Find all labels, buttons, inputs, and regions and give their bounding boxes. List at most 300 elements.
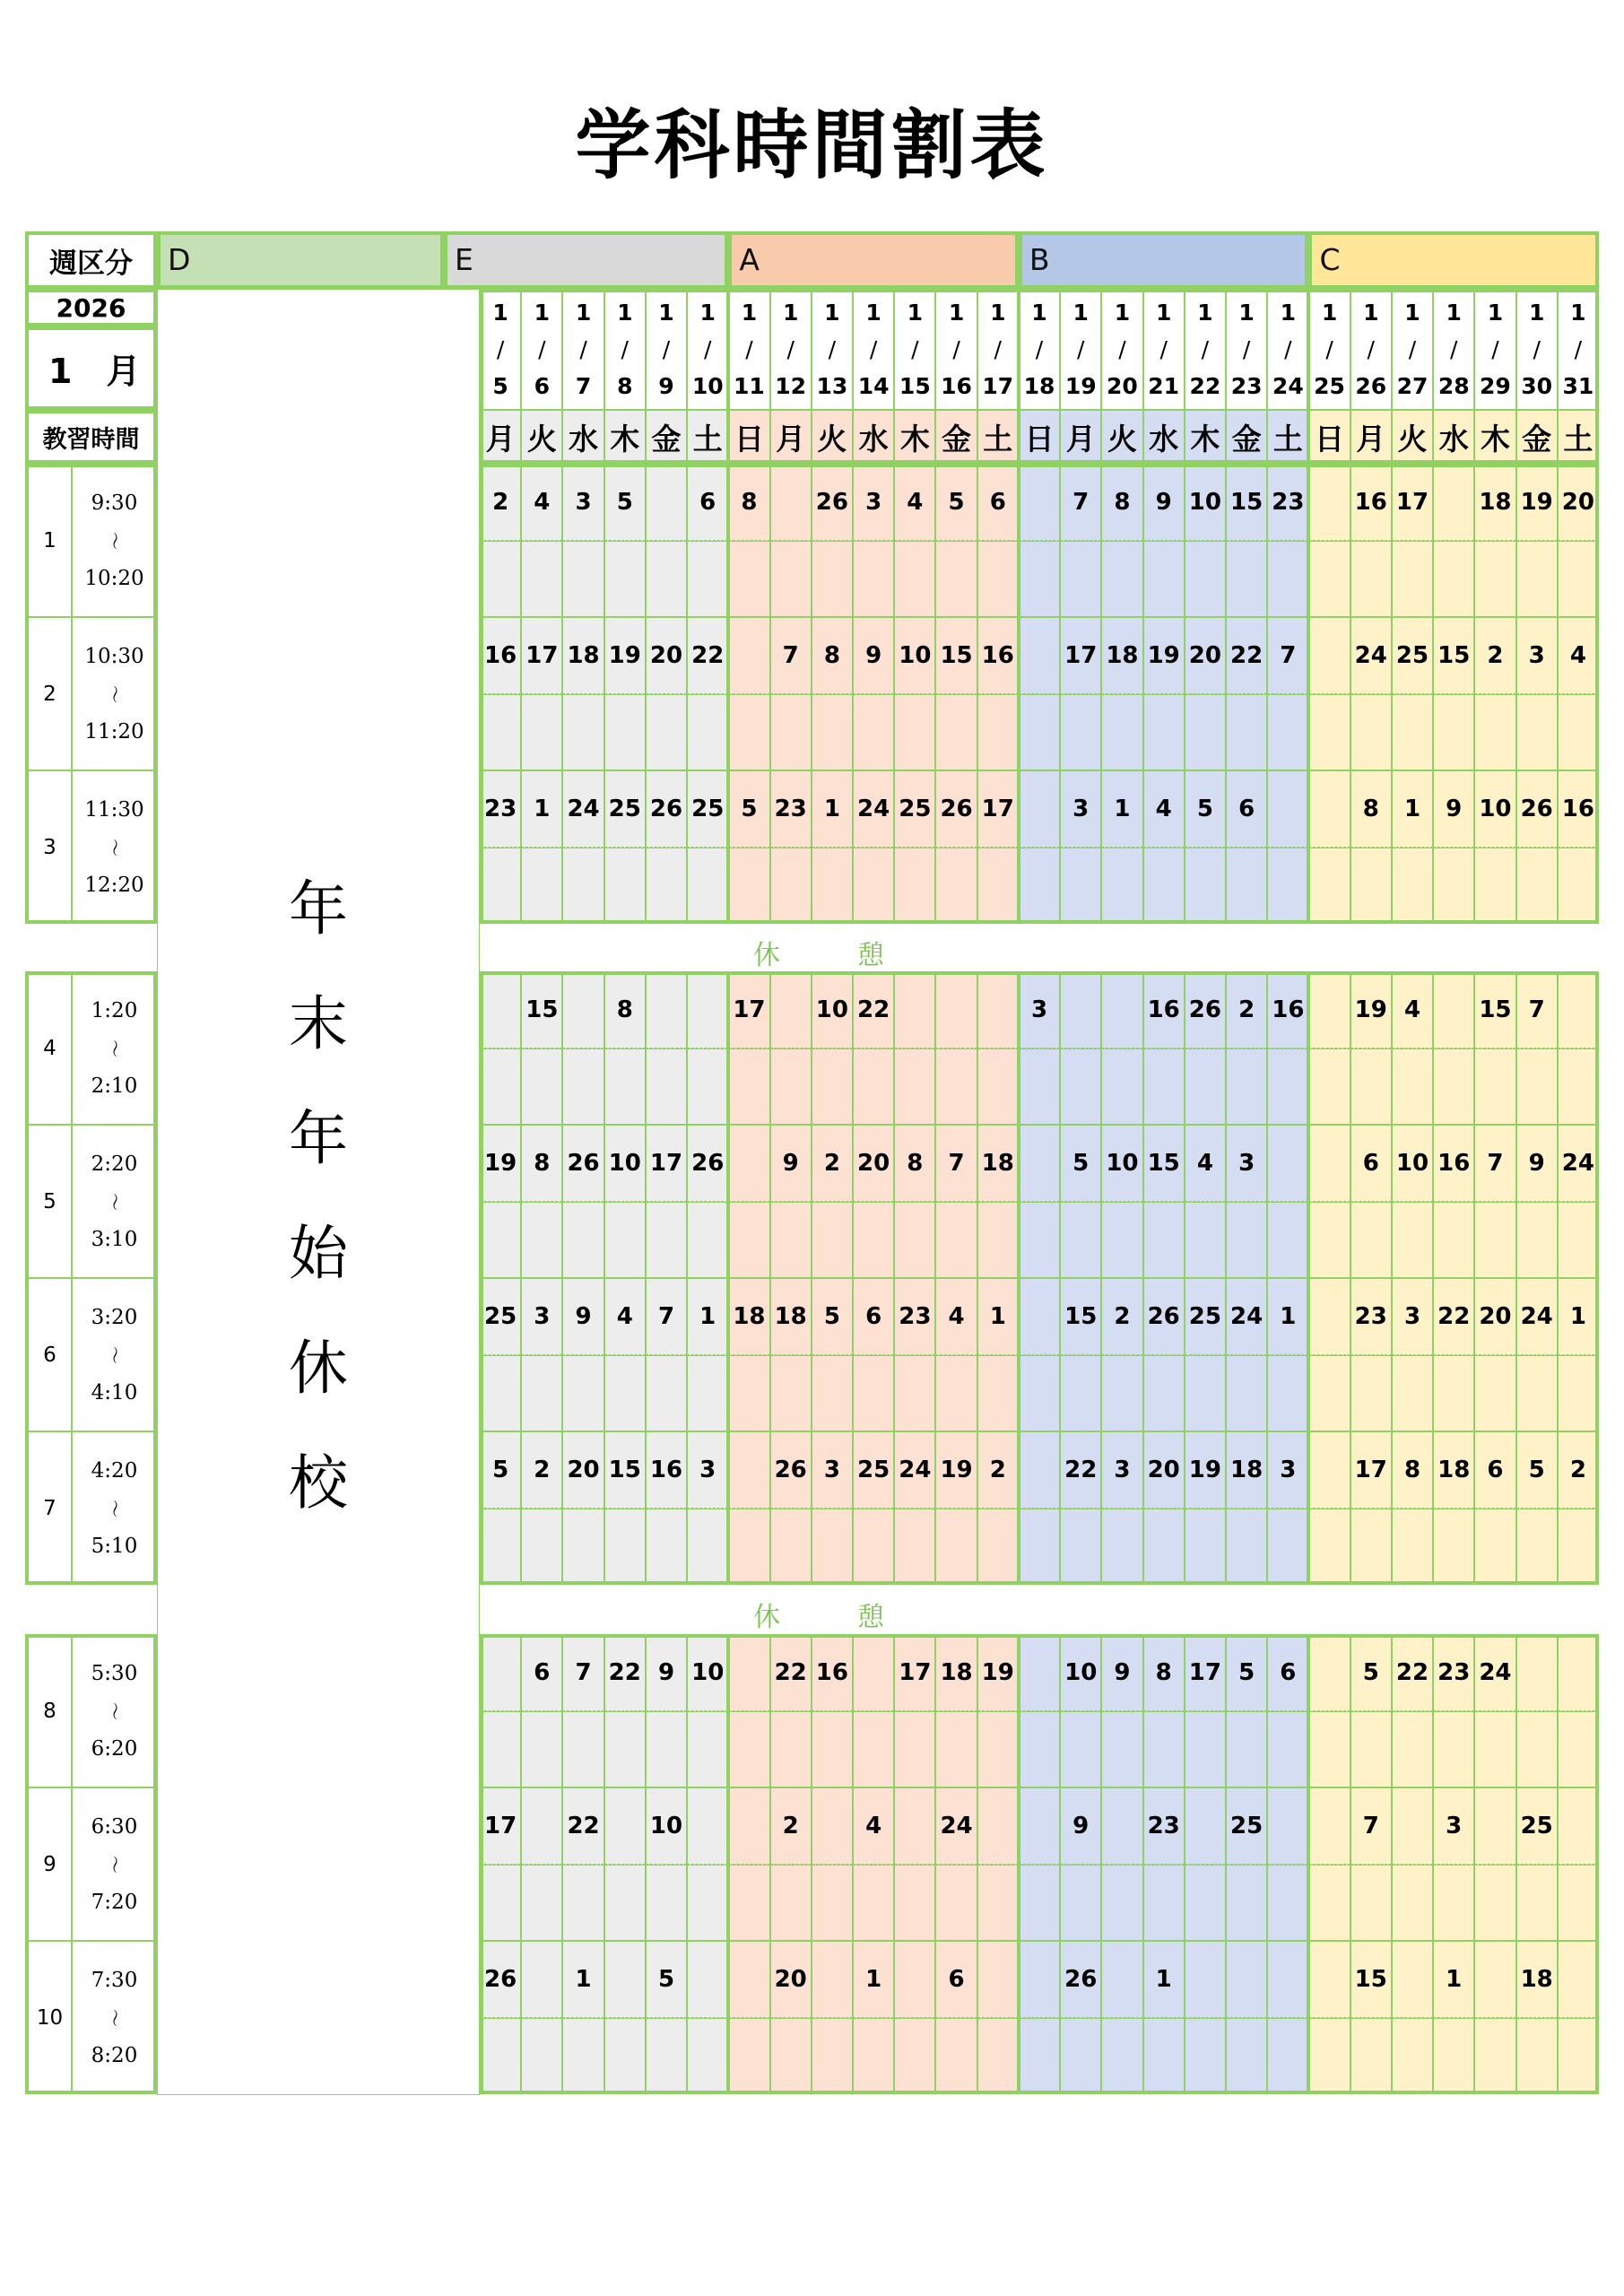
schedule-cell xyxy=(1308,971,1350,1048)
schedule-cell xyxy=(604,1787,646,1865)
schedule-cell xyxy=(894,971,935,1048)
schedule-cell: 8 xyxy=(728,464,769,541)
schedule-cell-empty xyxy=(1019,1202,1060,1279)
schedule-cell-empty xyxy=(1226,2018,1267,2095)
schedule-cell xyxy=(1226,1941,1267,2018)
schedule-cell-empty xyxy=(812,694,853,771)
schedule-cell-empty xyxy=(728,1355,769,1432)
schedule-cell: 17 xyxy=(977,770,1019,848)
schedule-cell xyxy=(1308,1787,1350,1865)
schedule-cell: 19 xyxy=(604,617,646,694)
schedule-cell-empty xyxy=(894,2018,935,2095)
schedule-cell-empty xyxy=(1350,1202,1392,1279)
schedule-cell xyxy=(894,1787,935,1865)
schedule-cell-empty xyxy=(1019,1048,1060,1126)
schedule-cell: 16 xyxy=(1433,1125,1474,1202)
schedule-cell-empty xyxy=(1019,848,1060,925)
schedule-cell-empty xyxy=(1474,1355,1515,1432)
weekday-header: 月 xyxy=(480,410,521,464)
schedule-cell-empty xyxy=(1060,2018,1101,2095)
date-header xyxy=(480,289,521,410)
schedule-cell xyxy=(728,1431,769,1509)
schedule-cell-empty xyxy=(1558,541,1599,618)
period-number: 7 xyxy=(25,1431,72,1585)
schedule-cell-empty xyxy=(853,2018,894,2095)
date-day: 23 xyxy=(1230,373,1263,399)
schedule-cell: 9 xyxy=(1433,770,1474,848)
date-slash: / xyxy=(1077,336,1085,362)
date-day: 8 xyxy=(617,373,633,399)
schedule-cell: 23 xyxy=(480,770,521,848)
schedule-cell-empty xyxy=(1474,694,1515,771)
schedule-cell xyxy=(977,971,1019,1048)
schedule-cell-empty xyxy=(894,1509,935,1586)
schedule-cell-empty xyxy=(728,848,769,925)
schedule-cell-empty xyxy=(853,1711,894,1788)
schedule-cell-empty xyxy=(1226,1048,1267,1126)
date-month: 1 xyxy=(741,300,758,326)
schedule-cell: 22 xyxy=(853,971,894,1048)
period-start: 1:20 xyxy=(91,998,138,1022)
schedule-cell-empty xyxy=(853,1355,894,1432)
date-month: 1 xyxy=(534,300,551,326)
schedule-cell-empty xyxy=(1143,1202,1185,1279)
schedule-cell: 15 xyxy=(1060,1278,1101,1355)
schedule-cell-empty xyxy=(1267,1355,1308,1432)
schedule-cell xyxy=(1019,1431,1060,1509)
schedule-cell-empty xyxy=(1350,694,1392,771)
schedule-cell xyxy=(1019,770,1060,848)
schedule-cell: 9 xyxy=(646,1634,687,1711)
schedule-cell-empty xyxy=(1392,1865,1433,1942)
date-header xyxy=(604,289,646,410)
schedule-cell xyxy=(812,1787,853,1865)
schedule-cell: 18 xyxy=(728,1278,769,1355)
schedule-cell: 8 xyxy=(1101,464,1142,541)
schedule-cell-empty xyxy=(1019,1509,1060,1586)
schedule-cell-empty xyxy=(812,1865,853,1942)
schedule-cell: 22 xyxy=(1392,1634,1433,1711)
schedule-cell-empty xyxy=(728,1202,769,1279)
date-month: 1 xyxy=(990,300,1006,326)
schedule-cell-empty xyxy=(646,2018,687,2095)
schedule-cell-empty xyxy=(1516,1711,1558,1788)
weekday-header: 月 xyxy=(770,410,812,464)
schedule-cell-empty xyxy=(1101,1865,1142,1942)
date-slash: / xyxy=(1201,336,1210,362)
schedule-cell: 2 xyxy=(480,464,521,541)
weekday-header: 水 xyxy=(853,410,894,464)
schedule-cell-empty xyxy=(687,541,728,618)
schedule-cell-empty xyxy=(1516,541,1558,618)
schedule-cell-empty xyxy=(1350,1711,1392,1788)
schedule-cell xyxy=(1558,1787,1599,1865)
schedule-cell-empty xyxy=(687,694,728,771)
date-slash: / xyxy=(1035,336,1044,362)
date-slash: / xyxy=(704,336,712,362)
schedule-cell-empty xyxy=(521,1509,562,1586)
schedule-cell: 4 xyxy=(853,1787,894,1865)
date-month: 1 xyxy=(948,300,965,326)
schedule-cell-empty xyxy=(1267,2018,1308,2095)
schedule-cell-empty xyxy=(1558,1202,1599,1279)
schedule-cell: 3 xyxy=(1433,1787,1474,1865)
date-day: 15 xyxy=(899,373,931,399)
schedule-cell: 18 xyxy=(562,617,604,694)
schedule-cell-empty xyxy=(770,1202,812,1279)
schedule-cell: 15 xyxy=(1474,971,1515,1048)
schedule-cell-empty xyxy=(1308,1202,1350,1279)
schedule-cell: 6 xyxy=(935,1941,977,2018)
period-end: 3:10 xyxy=(91,1227,138,1251)
schedule-cell: 10 xyxy=(812,971,853,1048)
date-header xyxy=(853,289,894,410)
date-header xyxy=(894,289,935,410)
schedule-cell-empty xyxy=(646,848,687,925)
schedule-cell-empty xyxy=(1558,694,1599,771)
schedule-cell-empty xyxy=(1185,541,1226,618)
date-slash: / xyxy=(662,336,671,362)
schedule-cell-empty xyxy=(1143,1355,1185,1432)
weekday-header: 金 xyxy=(935,410,977,464)
period-time xyxy=(72,464,157,617)
weekday-header: 金 xyxy=(1516,410,1558,464)
holiday-char: 校 xyxy=(289,1448,348,1518)
date-month: 1 xyxy=(907,300,924,326)
schedule-cell: 3 xyxy=(562,464,604,541)
schedule-cell-empty xyxy=(480,1202,521,1279)
schedule-cell xyxy=(1060,971,1101,1048)
schedule-cell-empty xyxy=(1433,1202,1474,1279)
date-day: 13 xyxy=(816,373,848,399)
schedule-cell: 16 xyxy=(1267,971,1308,1048)
schedule-cell-empty xyxy=(1267,1711,1308,1788)
schedule-cell: 24 xyxy=(1350,617,1392,694)
schedule-cell-empty xyxy=(1019,694,1060,771)
schedule-cell-empty xyxy=(1060,1865,1101,1942)
schedule-cell: 1 xyxy=(521,770,562,848)
schedule-cell-empty xyxy=(562,694,604,771)
date-slash: / xyxy=(621,336,629,362)
schedule-cell-empty xyxy=(1143,541,1185,618)
schedule-cell-empty xyxy=(894,541,935,618)
schedule-cell-empty xyxy=(604,694,646,771)
schedule-cell-empty xyxy=(1226,694,1267,771)
schedule-cell-empty xyxy=(604,1048,646,1126)
schedule-cell: 8 xyxy=(1143,1634,1185,1711)
schedule-cell: 9 xyxy=(562,1278,604,1355)
schedule-cell-empty xyxy=(1060,1711,1101,1788)
date-header xyxy=(646,289,687,410)
holiday-char: 休 xyxy=(289,1334,348,1403)
schedule-cell-empty xyxy=(1516,1202,1558,1279)
schedule-cell-empty xyxy=(812,1355,853,1432)
schedule-cell: 25 xyxy=(1516,1787,1558,1865)
schedule-cell xyxy=(1185,1941,1226,2018)
date-day: 22 xyxy=(1189,373,1221,399)
schedule-cell: 16 xyxy=(480,617,521,694)
period-time xyxy=(72,1125,157,1278)
schedule-cell-empty xyxy=(1308,2018,1350,2095)
schedule-cell-empty xyxy=(1392,1711,1433,1788)
period-start: 5:30 xyxy=(91,1661,138,1685)
schedule-cell: 19 xyxy=(1350,971,1392,1048)
schedule-cell-empty xyxy=(1143,848,1185,925)
schedule-cell: 20 xyxy=(770,1941,812,2018)
schedule-cell-empty xyxy=(646,694,687,771)
schedule-cell: 20 xyxy=(1143,1431,1185,1509)
period-sep: 〜 xyxy=(103,2008,126,2027)
schedule-cell-empty xyxy=(812,1509,853,1586)
date-header xyxy=(1516,289,1558,410)
schedule-cell: 15 xyxy=(935,617,977,694)
schedule-cell: 5 xyxy=(728,770,769,848)
schedule-cell: 5 xyxy=(1516,1431,1558,1509)
schedule-cell-empty xyxy=(1226,1202,1267,1279)
schedule-cell-empty xyxy=(687,1202,728,1279)
schedule-cell: 20 xyxy=(562,1431,604,1509)
schedule-cell-empty xyxy=(1433,1048,1474,1126)
schedule-cell-empty xyxy=(1060,1202,1101,1279)
schedule-cell xyxy=(1308,1941,1350,2018)
period-number: 9 xyxy=(25,1787,72,1941)
weekday-header: 木 xyxy=(1185,410,1226,464)
schedule-cell-empty xyxy=(1392,1048,1433,1126)
schedule-cell-empty xyxy=(1226,848,1267,925)
weekday-header: 火 xyxy=(1392,410,1433,464)
date-header xyxy=(1185,289,1226,410)
schedule-cell-empty xyxy=(1101,1355,1142,1432)
holiday-char: 年 xyxy=(289,1104,348,1173)
period-time xyxy=(72,1787,157,1941)
schedule-cell: 17 xyxy=(646,1125,687,1202)
schedule-cell: 25 xyxy=(604,770,646,848)
schedule-cell: 6 xyxy=(687,464,728,541)
schedule-cell: 6 xyxy=(1350,1125,1392,1202)
schedule-cell-empty xyxy=(687,1355,728,1432)
schedule-cell: 26 xyxy=(646,770,687,848)
schedule-cell-empty xyxy=(521,1048,562,1126)
schedule-cell-empty xyxy=(1267,1865,1308,1942)
schedule-cell: 5 xyxy=(1185,770,1226,848)
schedule-cell xyxy=(728,1125,769,1202)
schedule-cell: 16 xyxy=(1143,971,1185,1048)
weekday-header: 木 xyxy=(1474,410,1515,464)
schedule-cell: 4 xyxy=(521,464,562,541)
period-end: 6:20 xyxy=(91,1736,138,1761)
schedule-cell-empty xyxy=(1267,848,1308,925)
period-header: 教習時間 xyxy=(25,410,157,464)
period-start: 3:20 xyxy=(91,1305,138,1329)
date-slash: / xyxy=(1118,336,1126,362)
schedule-cell: 3 xyxy=(1516,617,1558,694)
group-divider xyxy=(726,464,730,924)
schedule-cell: 6 xyxy=(1474,1431,1515,1509)
schedule-cell-empty xyxy=(1516,694,1558,771)
holiday-char: 末 xyxy=(289,989,348,1058)
schedule-cell-empty xyxy=(770,694,812,771)
period-sep: 〜 xyxy=(103,531,126,550)
date-month: 1 xyxy=(575,300,592,326)
schedule-cell-empty xyxy=(1474,1202,1515,1279)
schedule-cell-empty xyxy=(1433,1711,1474,1788)
schedule-cell-empty xyxy=(521,1202,562,1279)
schedule-cell: 26 xyxy=(1516,770,1558,848)
schedule-cell-empty xyxy=(1558,1355,1599,1432)
schedule-cell-empty xyxy=(604,541,646,618)
schedule-cell-empty xyxy=(1101,694,1142,771)
schedule-cell-empty xyxy=(1516,1865,1558,1942)
schedule-cell: 3 xyxy=(1101,1431,1142,1509)
date-day: 7 xyxy=(575,373,592,399)
schedule-cell-empty xyxy=(1392,1355,1433,1432)
weekday-header: 土 xyxy=(687,410,728,464)
date-month: 1 xyxy=(1528,300,1545,326)
schedule-cell-empty xyxy=(1308,848,1350,925)
schedule-cell: 26 xyxy=(1060,1941,1101,2018)
schedule-cell: 2 xyxy=(977,1431,1019,1509)
schedule-cell: 7 xyxy=(1474,1125,1515,1202)
schedule-cell xyxy=(1267,770,1308,848)
schedule-cell: 7 xyxy=(1516,971,1558,1048)
schedule-cell xyxy=(1308,1125,1350,1202)
schedule-cell: 7 xyxy=(1060,464,1101,541)
schedule-cell: 6 xyxy=(853,1278,894,1355)
schedule-cell: 9 xyxy=(1516,1125,1558,1202)
schedule-cell: 3 xyxy=(1060,770,1101,848)
period-sep: 〜 xyxy=(103,1499,126,1518)
schedule-cell-empty xyxy=(604,2018,646,2095)
schedule-cell xyxy=(604,1941,646,2018)
schedule-cell: 20 xyxy=(1185,617,1226,694)
schedule-cell xyxy=(480,971,521,1048)
schedule-cell-empty xyxy=(935,1711,977,1788)
schedule-cell xyxy=(1558,1634,1599,1711)
date-day: 26 xyxy=(1355,373,1387,399)
schedule-cell-empty xyxy=(1185,1711,1226,1788)
schedule-cell: 17 xyxy=(894,1634,935,1711)
schedule-cell: 6 xyxy=(1226,770,1267,848)
schedule-cell: 3 xyxy=(1019,971,1060,1048)
schedule-cell-empty xyxy=(1267,1202,1308,1279)
schedule-cell: 18 xyxy=(1474,464,1515,541)
schedule-cell: 1 xyxy=(853,1941,894,2018)
schedule-cell: 3 xyxy=(812,1431,853,1509)
schedule-cell-empty xyxy=(1185,1355,1226,1432)
schedule-cell: 2 xyxy=(1474,617,1515,694)
schedule-cell-empty xyxy=(1433,541,1474,618)
schedule-cell-empty xyxy=(604,1865,646,1942)
period-sep: 〜 xyxy=(103,1192,126,1211)
schedule-cell: 22 xyxy=(770,1634,812,1711)
schedule-cell-empty xyxy=(1308,541,1350,618)
schedule-cell: 18 xyxy=(1101,617,1142,694)
schedule-cell-empty xyxy=(1350,1865,1392,1942)
schedule-cell-empty xyxy=(1143,1711,1185,1788)
schedule-cell-empty xyxy=(853,694,894,771)
schedule-cell: 4 xyxy=(935,1278,977,1355)
schedule-cell: 4 xyxy=(1558,617,1599,694)
group-divider xyxy=(726,289,730,464)
period-start: 9:30 xyxy=(91,491,138,515)
schedule-cell-empty xyxy=(977,1355,1019,1432)
schedule-cell: 22 xyxy=(687,617,728,694)
schedule-cell: 26 xyxy=(687,1125,728,1202)
weekday-header: 木 xyxy=(894,410,935,464)
week-group-b: B xyxy=(1019,231,1309,289)
schedule-cell: 8 xyxy=(604,971,646,1048)
schedule-cell: 10 xyxy=(604,1125,646,1202)
schedule-cell: 5 xyxy=(480,1431,521,1509)
schedule-cell-empty xyxy=(935,2018,977,2095)
period-number: 1 xyxy=(25,464,72,617)
schedule-cell: 26 xyxy=(812,464,853,541)
schedule-cell xyxy=(853,1634,894,1711)
date-day: 29 xyxy=(1480,373,1511,399)
schedule-cell-empty xyxy=(935,1865,977,1942)
schedule-cell-empty xyxy=(1308,1865,1350,1942)
period-start: 4:20 xyxy=(91,1458,138,1483)
schedule-cell: 17 xyxy=(521,617,562,694)
schedule-cell: 17 xyxy=(1060,617,1101,694)
schedule-cell-empty xyxy=(1143,694,1185,771)
schedule-cell xyxy=(480,1634,521,1711)
schedule-cell-empty xyxy=(935,694,977,771)
weekday-header: 月 xyxy=(1060,410,1101,464)
schedule-cell: 15 xyxy=(1143,1125,1185,1202)
schedule-cell xyxy=(1185,1787,1226,1865)
date-day: 28 xyxy=(1437,373,1470,399)
schedule-cell-empty xyxy=(1516,848,1558,925)
schedule-cell-empty xyxy=(604,1355,646,1432)
schedule-cell-empty xyxy=(812,1711,853,1788)
date-month: 1 xyxy=(865,300,881,326)
schedule-cell: 1 xyxy=(1558,1278,1599,1355)
schedule-cell-empty xyxy=(1143,1048,1185,1126)
schedule-cell: 7 xyxy=(1350,1787,1392,1865)
date-month: 1 xyxy=(1238,300,1255,326)
date-header xyxy=(1060,289,1101,410)
period-number: 8 xyxy=(25,1634,72,1787)
schedule-cell-empty xyxy=(770,2018,812,2095)
schedule-cell: 18 xyxy=(1226,1431,1267,1509)
group-divider xyxy=(1017,464,1020,924)
date-slash: / xyxy=(786,336,795,362)
schedule-cell-empty xyxy=(770,1355,812,1432)
date-day: 5 xyxy=(492,373,508,399)
schedule-cell xyxy=(646,464,687,541)
schedule-cell-empty xyxy=(728,541,769,618)
schedule-cell: 10 xyxy=(1060,1634,1101,1711)
date-header xyxy=(521,289,562,410)
date-day: 9 xyxy=(658,373,674,399)
date-slash: / xyxy=(1159,336,1168,362)
schedule-cell-empty xyxy=(1019,541,1060,618)
schedule-cell-empty xyxy=(480,1865,521,1942)
schedule-cell-empty xyxy=(1350,1355,1392,1432)
schedule-cell-empty xyxy=(1392,2018,1433,2095)
schedule-cell-empty xyxy=(1060,694,1101,771)
period-end: 12:20 xyxy=(84,873,144,897)
schedule-cell-empty xyxy=(1019,1865,1060,1942)
schedule-cell: 24 xyxy=(1558,1125,1599,1202)
schedule-cell-empty xyxy=(812,848,853,925)
date-slash: / xyxy=(1533,336,1541,362)
schedule-cell: 9 xyxy=(1143,464,1185,541)
period-sep: 〜 xyxy=(103,1039,126,1057)
schedule-cell-empty xyxy=(1060,848,1101,925)
schedule-cell: 1 xyxy=(1433,1941,1474,2018)
